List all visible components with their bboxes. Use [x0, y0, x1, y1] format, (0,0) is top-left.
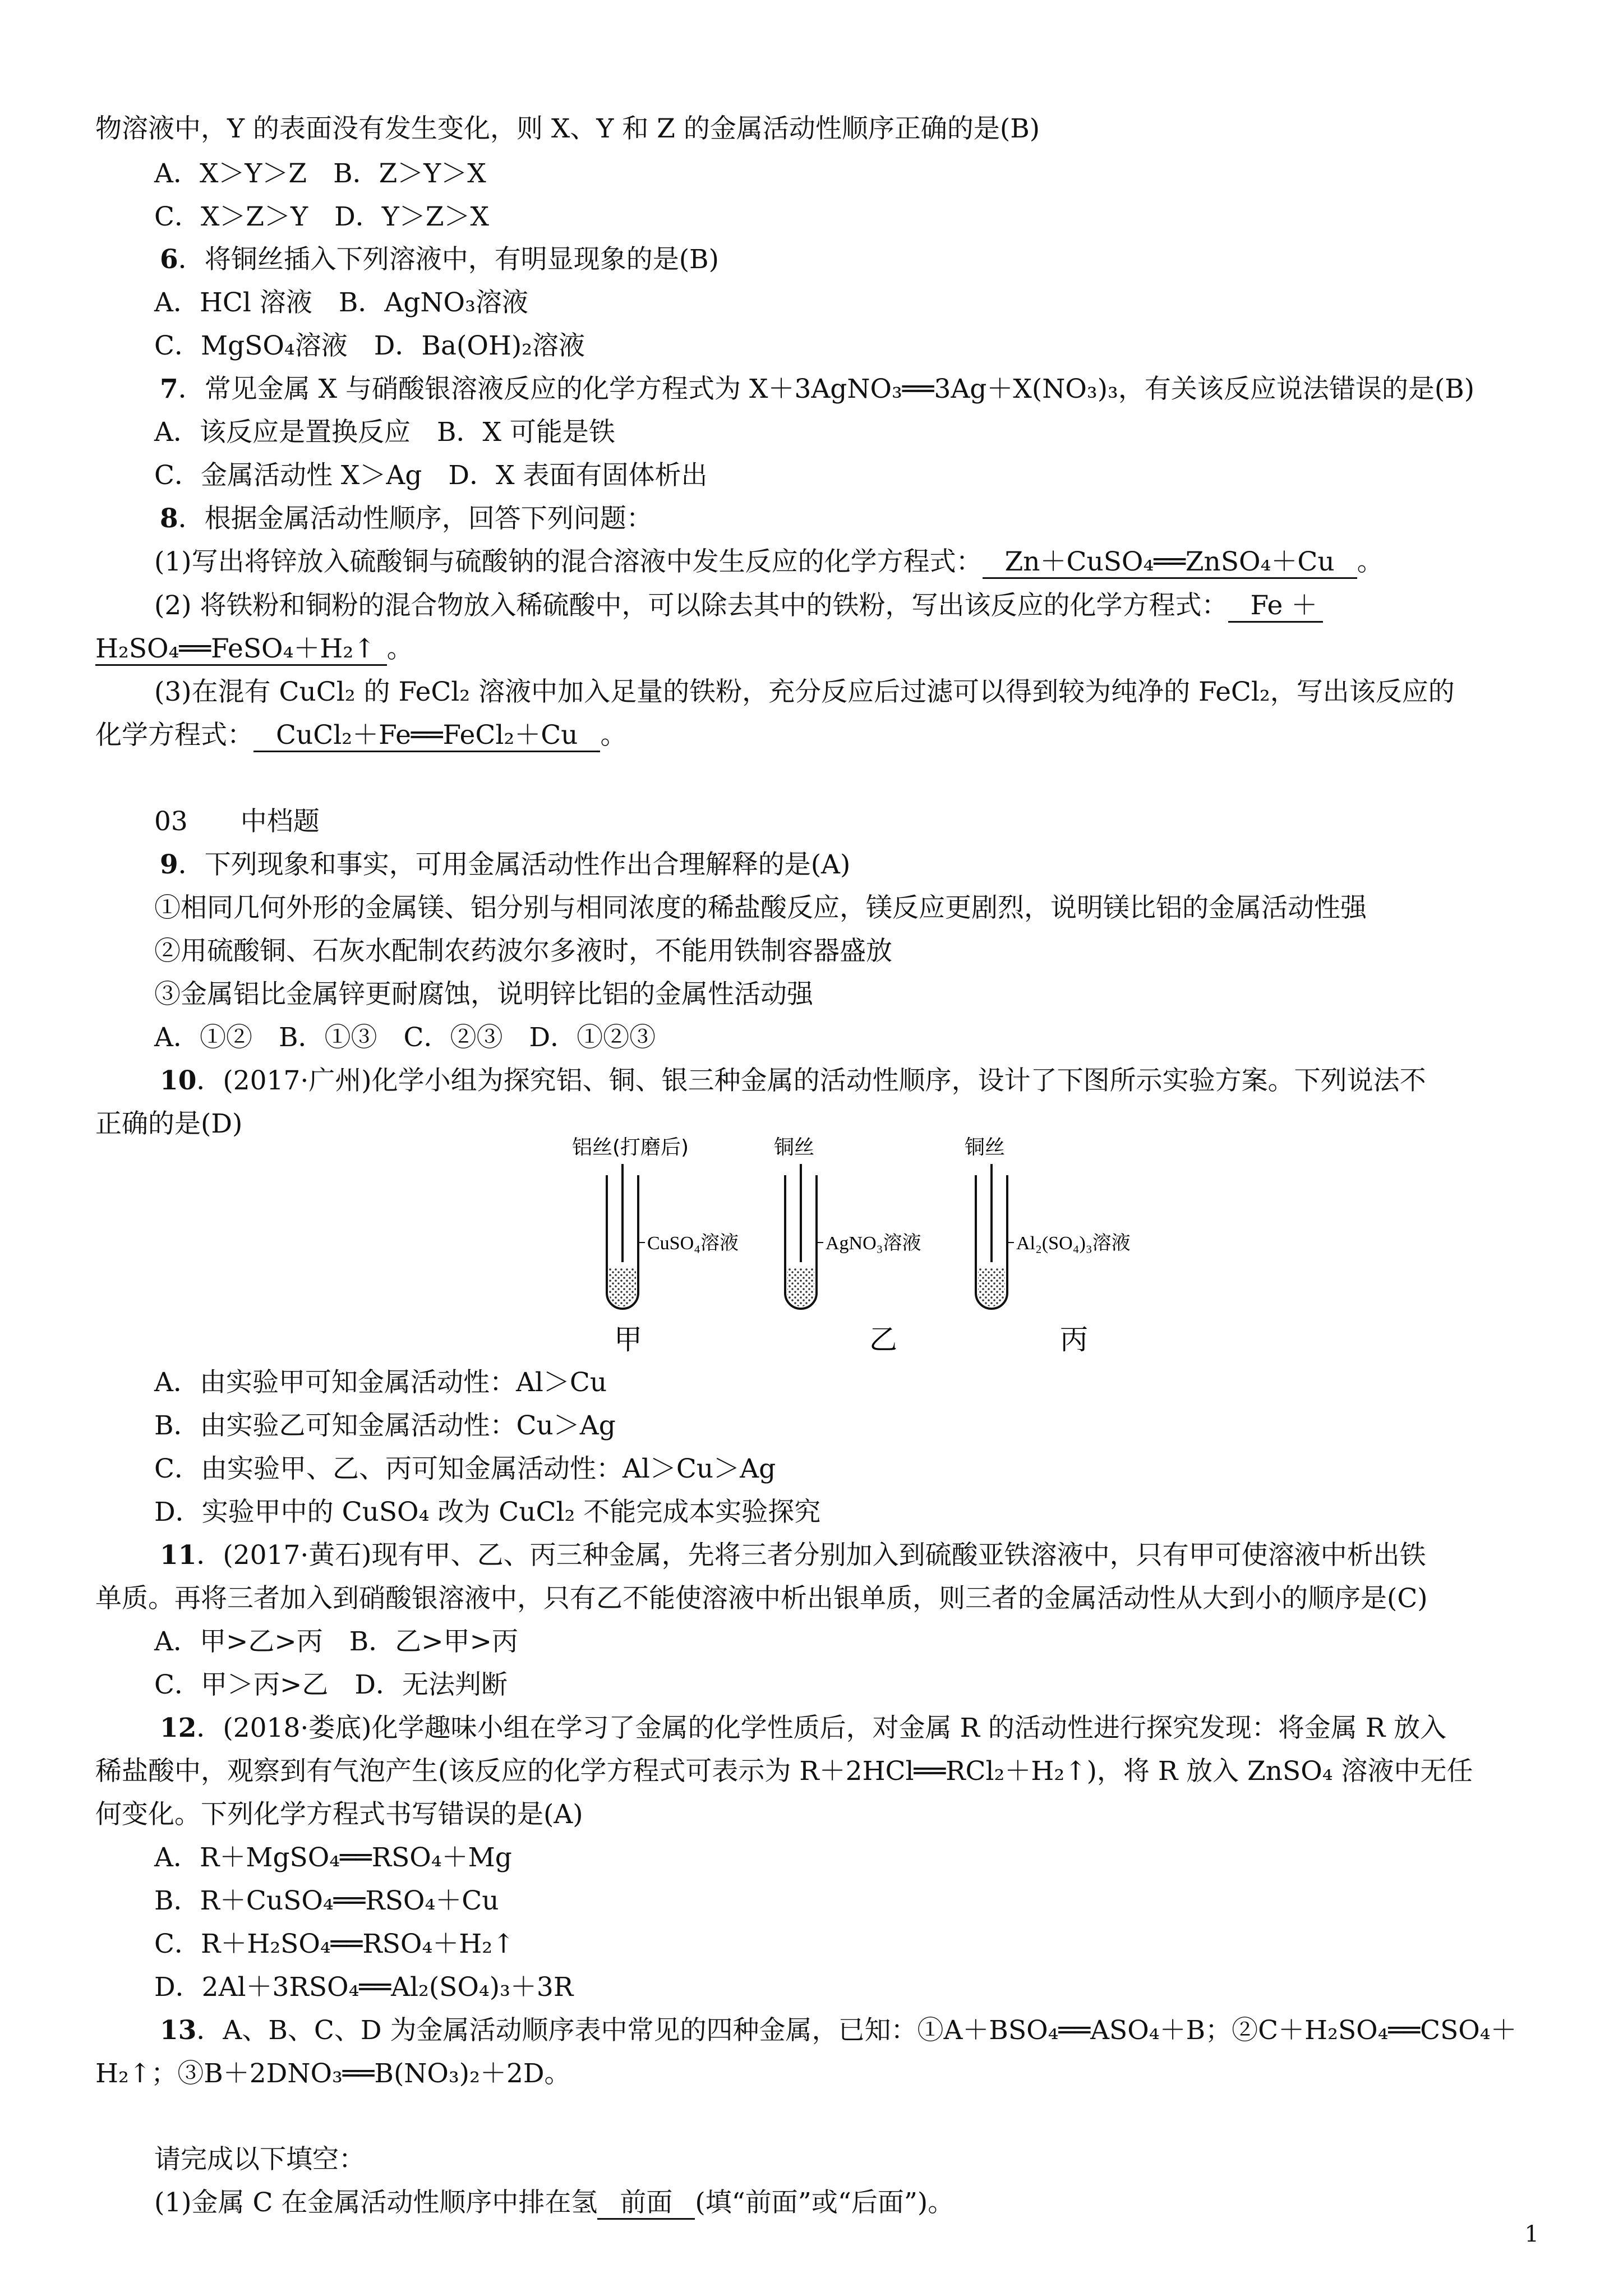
question-6: 6．将铜丝插入下列溶液中，有明显现象的是(B) [160, 244, 719, 275]
question-text-cont: 何变化。下列化学方程式书写错误的是(A) [95, 1799, 583, 1830]
question-text: 根据金属活动性顺序，回答下列问题： [204, 503, 653, 534]
question-10: 10．(2017·广州)化学小组为探究铝、铜、银三种金属的活动性顺序，设计了下图所示实验方案。下列说法不 [160, 1065, 1426, 1096]
question-9: 9．下列现象和事实，可用金属活动性作出合理解释的是(A) [160, 849, 851, 880]
solution-label: CuSO₄溶液 [647, 1233, 739, 1254]
options: C．X＞Z＞Y D．Y＞Z＞X [154, 201, 489, 232]
question-number: 6 [160, 244, 178, 275]
options: B．R＋CuSO₄══RSO₄＋Cu [154, 1885, 499, 1916]
question-12: 12．(2018·娄底)化学趣味小组在学习了金属的化学性质后，对金属 R 的活动性进行探究发现：将金属 R 放入 [160, 1713, 1447, 1743]
liquid [609, 1268, 636, 1306]
liquid [787, 1268, 814, 1306]
liquid [978, 1268, 1005, 1306]
options: A．该反应是置换反应 B．X 可能是铁 [154, 417, 615, 448]
options: B．由实验乙可知金属活动性：Cu＞Ag [154, 1410, 616, 1441]
section-title: 03 中档题 [154, 806, 320, 837]
statement: ①相同几何外形的金属镁、铝分别与相同浓度的稀盐酸反应，镁反应更剧烈，说明镁比铝的金属活动性强 [154, 892, 1367, 923]
caption: 甲 [614, 1323, 642, 1356]
test-tube-yi [774, 1136, 921, 1356]
options: C．甲＞丙>乙 D．无法判断 [154, 1669, 508, 1700]
question-8: 8．根据金属活动性顺序，回答下列问题： [160, 503, 653, 534]
instruction: 请完成以下填空： [154, 2144, 365, 2175]
options: A．HCl 溶液 B．AgNO₃溶液 [154, 287, 528, 318]
question-number: 9 [160, 849, 178, 880]
question-text: A、B、C、D 为金属活动顺序表中常见的四种金属，已知：①A＋BSO₄══ASO₄＋B；②C＋H₂SO₄══CSO₄＋ [223, 2015, 1517, 2046]
wire-label: 铜丝 [774, 1136, 815, 1159]
options: A．X＞Y＞Z B．Z＞Y＞X [154, 158, 486, 189]
options: D．实验甲中的 CuSO₄ 改为 CuCl₂ 不能完成本实验探究 [154, 1497, 821, 1527]
question-text: 常见金属 X 与硝酸银溶液反应的化学方程式为 X＋3AgNO₃══3Ag＋X(NO₃)₃，有关该反应说法错误的是(B) [204, 374, 1475, 404]
question-11: 11．(2017·黄石)现有甲、乙、丙三种金属，先将三者分别加入到硫酸亚铁溶液中，只有甲可使溶液中析出铁 [160, 1540, 1426, 1571]
options: C．R＋H₂SO₄══RSO₄＋H₂↑ [154, 1929, 515, 1959]
statement: ③金属铝比金属锌更耐腐蚀，说明锌比铝的金属性活动强 [154, 979, 813, 1010]
answer-blank: CuCl₂＋Fe══FeCl₂＋Cu [253, 720, 600, 752]
options: D．2Al＋3RSO₄══Al₂(SO₄)₃＋3R [154, 1972, 574, 2003]
line: 物溶液中，Y 的表面没有发生变化，则 X、Y 和 Z 的金属活动性顺序正确的是(B) [95, 113, 1040, 144]
question-text: 将铜丝插入下列溶液中，有明显现象的是(B) [204, 244, 719, 275]
question-text-cont: H₂↑；③B＋2DNO₃══B(NO₃)₂＋2D。 [95, 2058, 571, 2089]
question-text: 下列现象和事实，可用金属活动性作出合理解释的是(A) [204, 849, 851, 880]
question-number: 13 [160, 2015, 197, 2046]
question-text-cont: 正确的是(D) [95, 1108, 243, 1139]
answer-blank: Zn＋CuSO₄══ZnSO₄＋Cu [983, 547, 1357, 579]
options: C．金属活动性 X＞Ag D．X 表面有固体析出 [154, 460, 708, 491]
options: A．甲>乙>丙 B．乙>甲>丙 [154, 1626, 519, 1657]
wire-label: 铝丝(打磨后) [572, 1136, 689, 1159]
test-tube-figure [566, 1130, 1161, 1366]
test-tube-bing [965, 1136, 1131, 1356]
page-number: 1 [1524, 2221, 1539, 2247]
question-number: 8 [160, 503, 178, 534]
answer-blank: 前面 [597, 2188, 695, 2220]
question-number: 12 [160, 1713, 197, 1743]
solution-label: AgNO₃溶液 [826, 1233, 921, 1254]
question-text-cont: 稀盐酸中，观察到有气泡产生(该反应的化学方程式可表示为 R＋2HCl══RCl₂＋H₂↑)，将 R 放入 ZnSO₄ 溶液中无任 [95, 1756, 1473, 1787]
question-text-cont: 单质。再将三者加入到硝酸银溶液中，只有乙不能使溶液中析出银单质，则三者的金属活动性从大到小的顺序是(C) [95, 1583, 1428, 1614]
options: C．由实验甲、乙、丙可知金属活动性：Al＞Cu＞Ag [154, 1453, 776, 1484]
options: A．①② B．①③ C．②③ D．①②③ [154, 1022, 656, 1053]
question-number: 10 [160, 1065, 197, 1096]
question-text: (2017·黄石)现有甲、乙、丙三种金属，先将三者分别加入到硫酸亚铁溶液中，只有甲可使溶液中析出铁 [223, 1540, 1426, 1571]
sub-question: (1)金属 C 在金属活动性顺序中排在氢 前面 (填“前面”或“后面”)。 [154, 2186, 954, 2220]
question-number: 11 [160, 1540, 197, 1571]
question-13: 13．A、B、C、D 为金属活动顺序表中常见的四种金属，已知：①A＋BSO₄══ASO₄＋B；②C＋H₂SO₄══CSO₄＋ [160, 2015, 1517, 2046]
answer-line: H₂SO₄══FeSO₄＋H₂↑ 。 [95, 632, 413, 666]
sub-question: (1)写出将锌放入硫酸铜与硫酸钠的混合溶液中发生反应的化学方程式： Zn＋CuSO₄══ZnSO₄＋Cu 。 [154, 545, 1384, 579]
options: A．R＋MgSO₄══RSO₄＋Mg [154, 1842, 512, 1873]
sub-question: (3)在混有 CuCl₂ 的 FeCl₂ 溶液中加入足量的铁粉，充分反应后过滤可以得到较为纯净的 FeCl₂，写出该反应的 [154, 677, 1455, 707]
answer-blank: H₂SO₄══FeSO₄＋H₂↑ [95, 634, 387, 666]
caption: 丙 [1060, 1323, 1088, 1356]
options: A．由实验甲可知金属活动性：Al＞Cu [154, 1367, 607, 1398]
answer-blank: Fe ＋ [1228, 591, 1324, 623]
caption: 乙 [869, 1323, 897, 1356]
question-number: 7 [160, 374, 178, 404]
question-text: (2018·娄底)化学趣味小组在学习了金属的化学性质后，对金属 R 的活动性进行探究发现：将金属 R 放入 [223, 1713, 1447, 1743]
options: C．MgSO₄溶液 D．Ba(OH)₂溶液 [154, 330, 585, 361]
sub-question: (2) 将铁粉和铜粉的混合物放入稀硫酸中，可以除去其中的铁粉，写出该反应的化学方程式： Fe ＋ [154, 589, 1323, 623]
question-text: (2017·广州)化学小组为探究铝、铜、银三种金属的活动性顺序，设计了下图所示实验方案。下列说法不 [223, 1065, 1426, 1096]
statement: ②用硫酸铜、石灰水配制农药波尔多液时，不能用铁制容器盛放 [154, 936, 892, 967]
question-7: 7．常见金属 X 与硝酸银溶液反应的化学方程式为 X＋3AgNO₃══3Ag＋X(NO₃)₃，有关该反应说法错误的是(B) [160, 374, 1475, 404]
solution-label: Al₂(SO₄)₃溶液 [1016, 1233, 1131, 1254]
test-tube-jia [572, 1136, 739, 1356]
answer-line: 化学方程式： CuCl₂＋Fe══FeCl₂＋Cu 。 [95, 719, 626, 752]
wire-label: 铜丝 [965, 1136, 1006, 1159]
